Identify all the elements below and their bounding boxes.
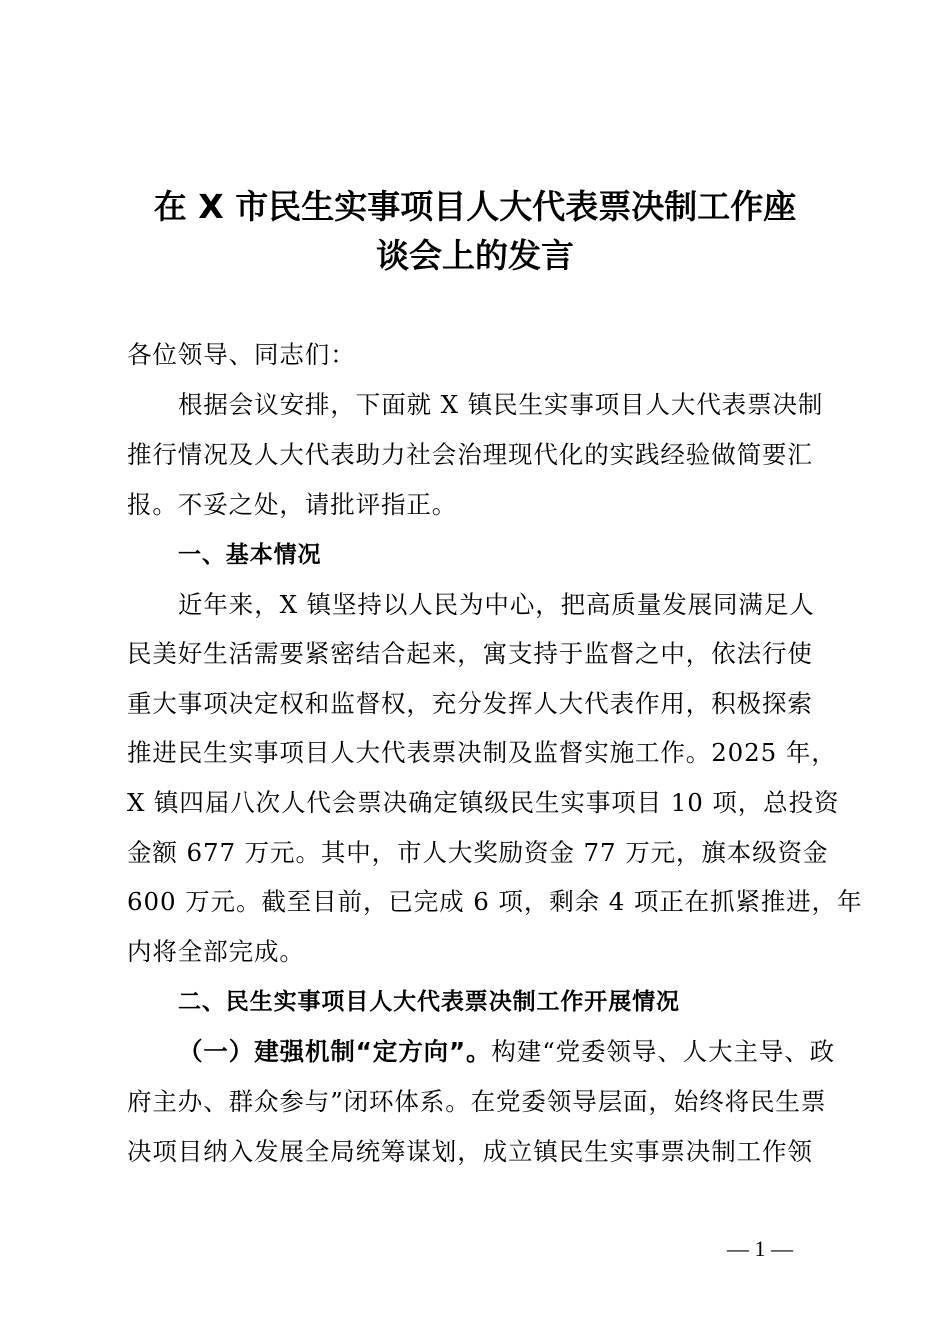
salutation: 各位领导、同志们：	[127, 340, 356, 369]
body-line: 近年来，X 镇坚持以人民为中心，把高质量发展同满足人	[178, 590, 815, 619]
page-number: — 1 —	[727, 1236, 793, 1261]
body-line: 重大事项决定权和监督权，充分发挥人大代表作用，积极探索	[127, 689, 813, 718]
body-line: X 镇四届八次人代会票决确定镇级民生实事项目 10 项，总投资	[127, 788, 840, 817]
body-line: 600 万元。截至目前，已完成 6 项，剩余 4 项正在抓紧推进，年	[127, 887, 863, 916]
body-line: 民美好生活需要紧密结合起来，寓支持于监督之中，依法行使	[127, 639, 813, 668]
subsection-heading-1: （一）建强机制“定方向”。	[178, 1037, 492, 1066]
body-line: 金额 677 万元。其中，市人大奖励资金 77 万元，旗本级资金	[127, 838, 829, 867]
section-heading-1: 一、基本情况	[178, 542, 322, 568]
body-line: 推进民生实事项目人大代表票决制及监督实施工作。2025 年，	[127, 738, 837, 767]
body-line: 决项目纳入发展全局统筹谋划，成立镇民生实事票决制工作领	[127, 1137, 813, 1166]
body-line: 内将全部完成。	[127, 937, 305, 966]
intro-line: 推行情况及人大代表助力社会治理现代化的实践经验做简要汇	[127, 440, 813, 469]
intro-line: 报。不妥之处，请批评指正。	[127, 490, 458, 519]
document-title-line-2: 谈会上的发言	[376, 236, 574, 275]
intro-line: 根据会议安排，下面就 X 镇民生实事项目人大代表票决制	[178, 390, 824, 419]
subsection-line	[178, 1035, 898, 1069]
document-title-line-1: 在 X 市民生实事项目人大代表票决制工作座	[153, 187, 797, 226]
subsection-text: 构建“党委领导、人大主导、政	[491, 1037, 836, 1066]
body-line: 府主办、群众参与”闭环体系。在党委领导层面，始终将民生票	[127, 1087, 827, 1116]
section-heading-2: 二、民生实事项目人大代表票决制工作开展情况	[178, 989, 680, 1015]
